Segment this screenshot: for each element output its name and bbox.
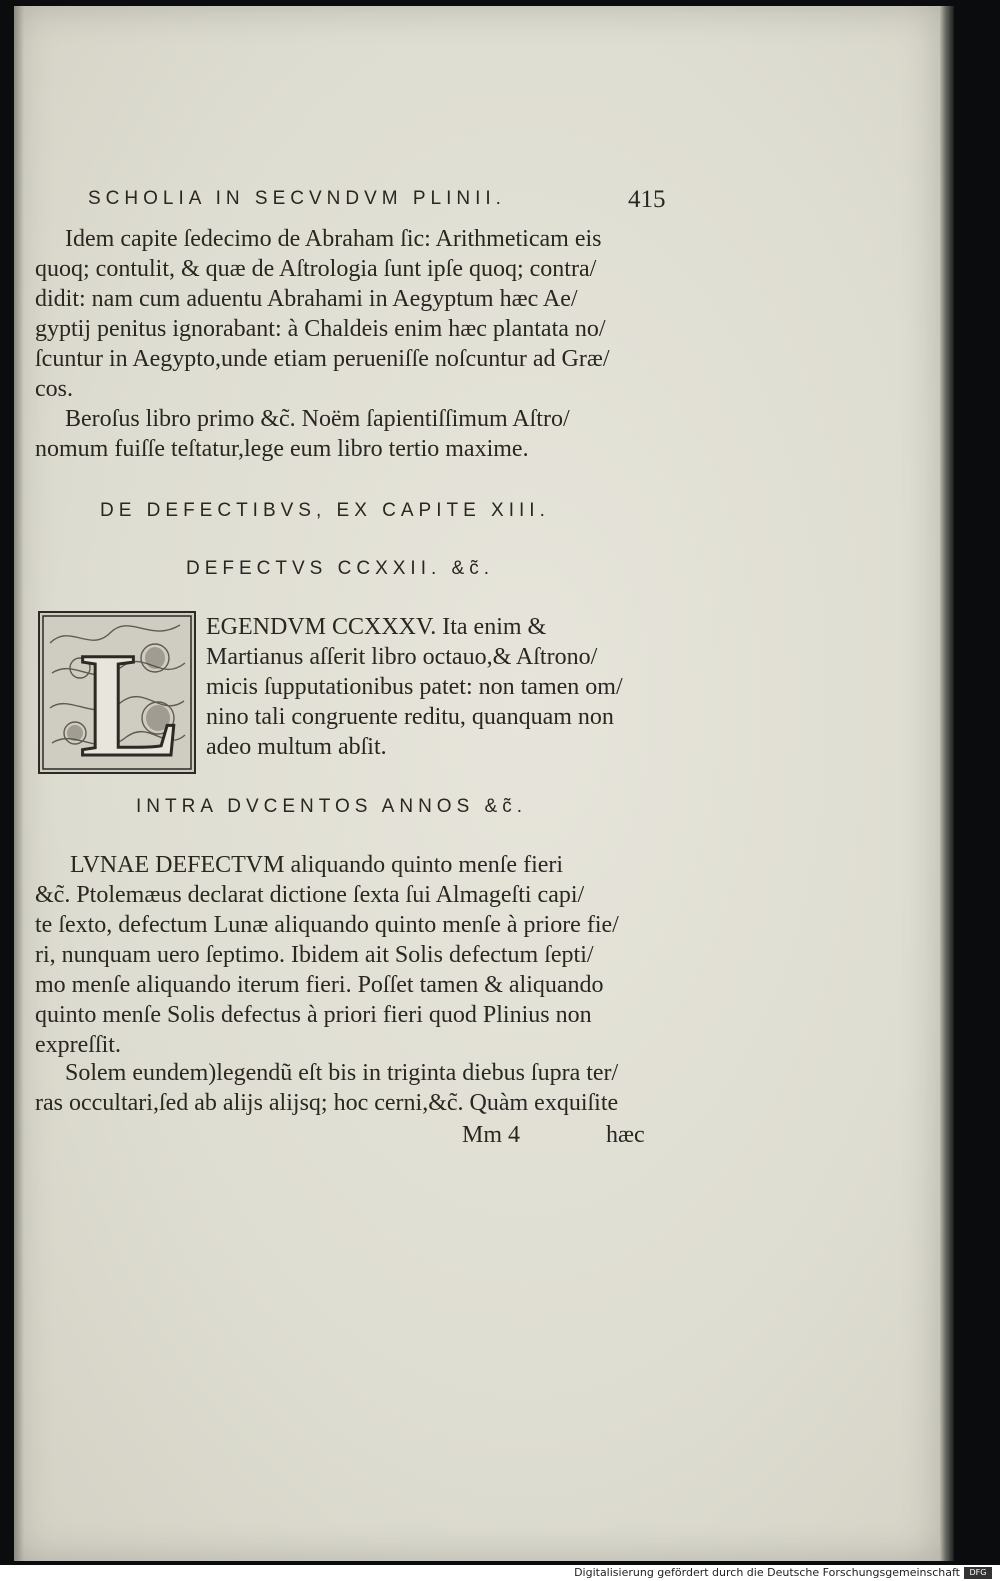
signature-mark: Mm 4 xyxy=(462,1122,521,1148)
text-line: cos. xyxy=(35,376,73,402)
initial-text-line: micis ſupputationibus patet: non tamen om/ xyxy=(206,674,623,700)
initial-letter: L xyxy=(80,622,181,772)
subsection-heading: DEFECTVS CCXXII. &c̃. xyxy=(186,558,494,579)
page-number: 415 xyxy=(628,186,666,213)
decorated-initial xyxy=(38,611,196,774)
page-edge xyxy=(940,6,954,1561)
text-line: quoq; contulit, & quæ de Aſtrologia ſunt ipſe quoq; contra/ xyxy=(35,256,597,282)
text-line: te ſexto, defectum Lunæ aliquando quinto menſe à priore fie/ xyxy=(35,912,619,938)
footer-credit: Digitalisierung gefördert durch die Deutsche Forschungsgemeinschaft xyxy=(574,1566,960,1579)
text-line: ſcuntur in Aegypto,unde etiam perueniſſe noſcuntur ad Græ/ xyxy=(35,346,610,372)
text-line: ras occultari,ſed ab alijs alijsq; hoc cerni,&c̃. Quàm exquiſite xyxy=(35,1090,619,1116)
text-line: ri, nunquam uero ſeptimo. Ibidem ait Solis defectum ſepti/ xyxy=(35,942,594,968)
initial-text-line: EGENDVM CCXXXV. Ita enim & xyxy=(206,614,547,640)
initial-text-line: Martianus aſſerit libro octauo,& Aſtrono/ xyxy=(206,644,598,670)
ornament-illustration xyxy=(40,613,194,772)
text-line: mo menſe aliquando iterum fieri. Poſſet tamen & aliquando xyxy=(35,972,604,998)
text-line: Solem eundem)legendũ eſt bis in triginta diebus ſupra ter/ xyxy=(65,1060,619,1086)
section-heading: INTRA DVCENTOS ANNOS &c̃. xyxy=(136,796,527,817)
page-gutter-shadow xyxy=(14,6,24,1561)
initial-text-line: adeo multum abſit. xyxy=(206,734,387,760)
catchword: hæc xyxy=(606,1122,645,1148)
text-line: LVNAE DEFECTVM aliquando quinto menſe fieri xyxy=(70,852,564,878)
section-heading: DE DEFECTIBVS, EX CAPITE XIII. xyxy=(100,500,550,521)
text-line: Idem capite ſedecimo de Abraham ſic: Arithmeticam eis xyxy=(65,226,602,252)
text-line: expreſſit. xyxy=(35,1032,121,1058)
text-line: didit: nam cum aduentu Abrahami in Aegyptum hæc Ae/ xyxy=(35,286,578,312)
text-line: Beroſus libro primo &c̃. Noëm ſapientiſſimum Aſtro/ xyxy=(65,406,570,432)
text-line: nomum fuiſſe teſtatur,lege eum libro tertio maxime. xyxy=(35,436,529,462)
initial-text-line: nino tali congruente reditu, quanquam non xyxy=(206,704,614,730)
text-line: gyptij penitus ignorabant: à Chaldeis enim hæc plantata no/ xyxy=(35,316,606,342)
text-line: &c̃. Ptolemæus declarat dictione ſexta ſui Almageſti capi/ xyxy=(35,882,585,908)
text-line: quinto menſe Solis defectus à priori fieri quod Plinius non xyxy=(35,1002,592,1028)
dfg-logo: DFG xyxy=(964,1567,992,1579)
running-head: SCHOLIA IN SECVNDVM PLINII. xyxy=(88,188,506,209)
